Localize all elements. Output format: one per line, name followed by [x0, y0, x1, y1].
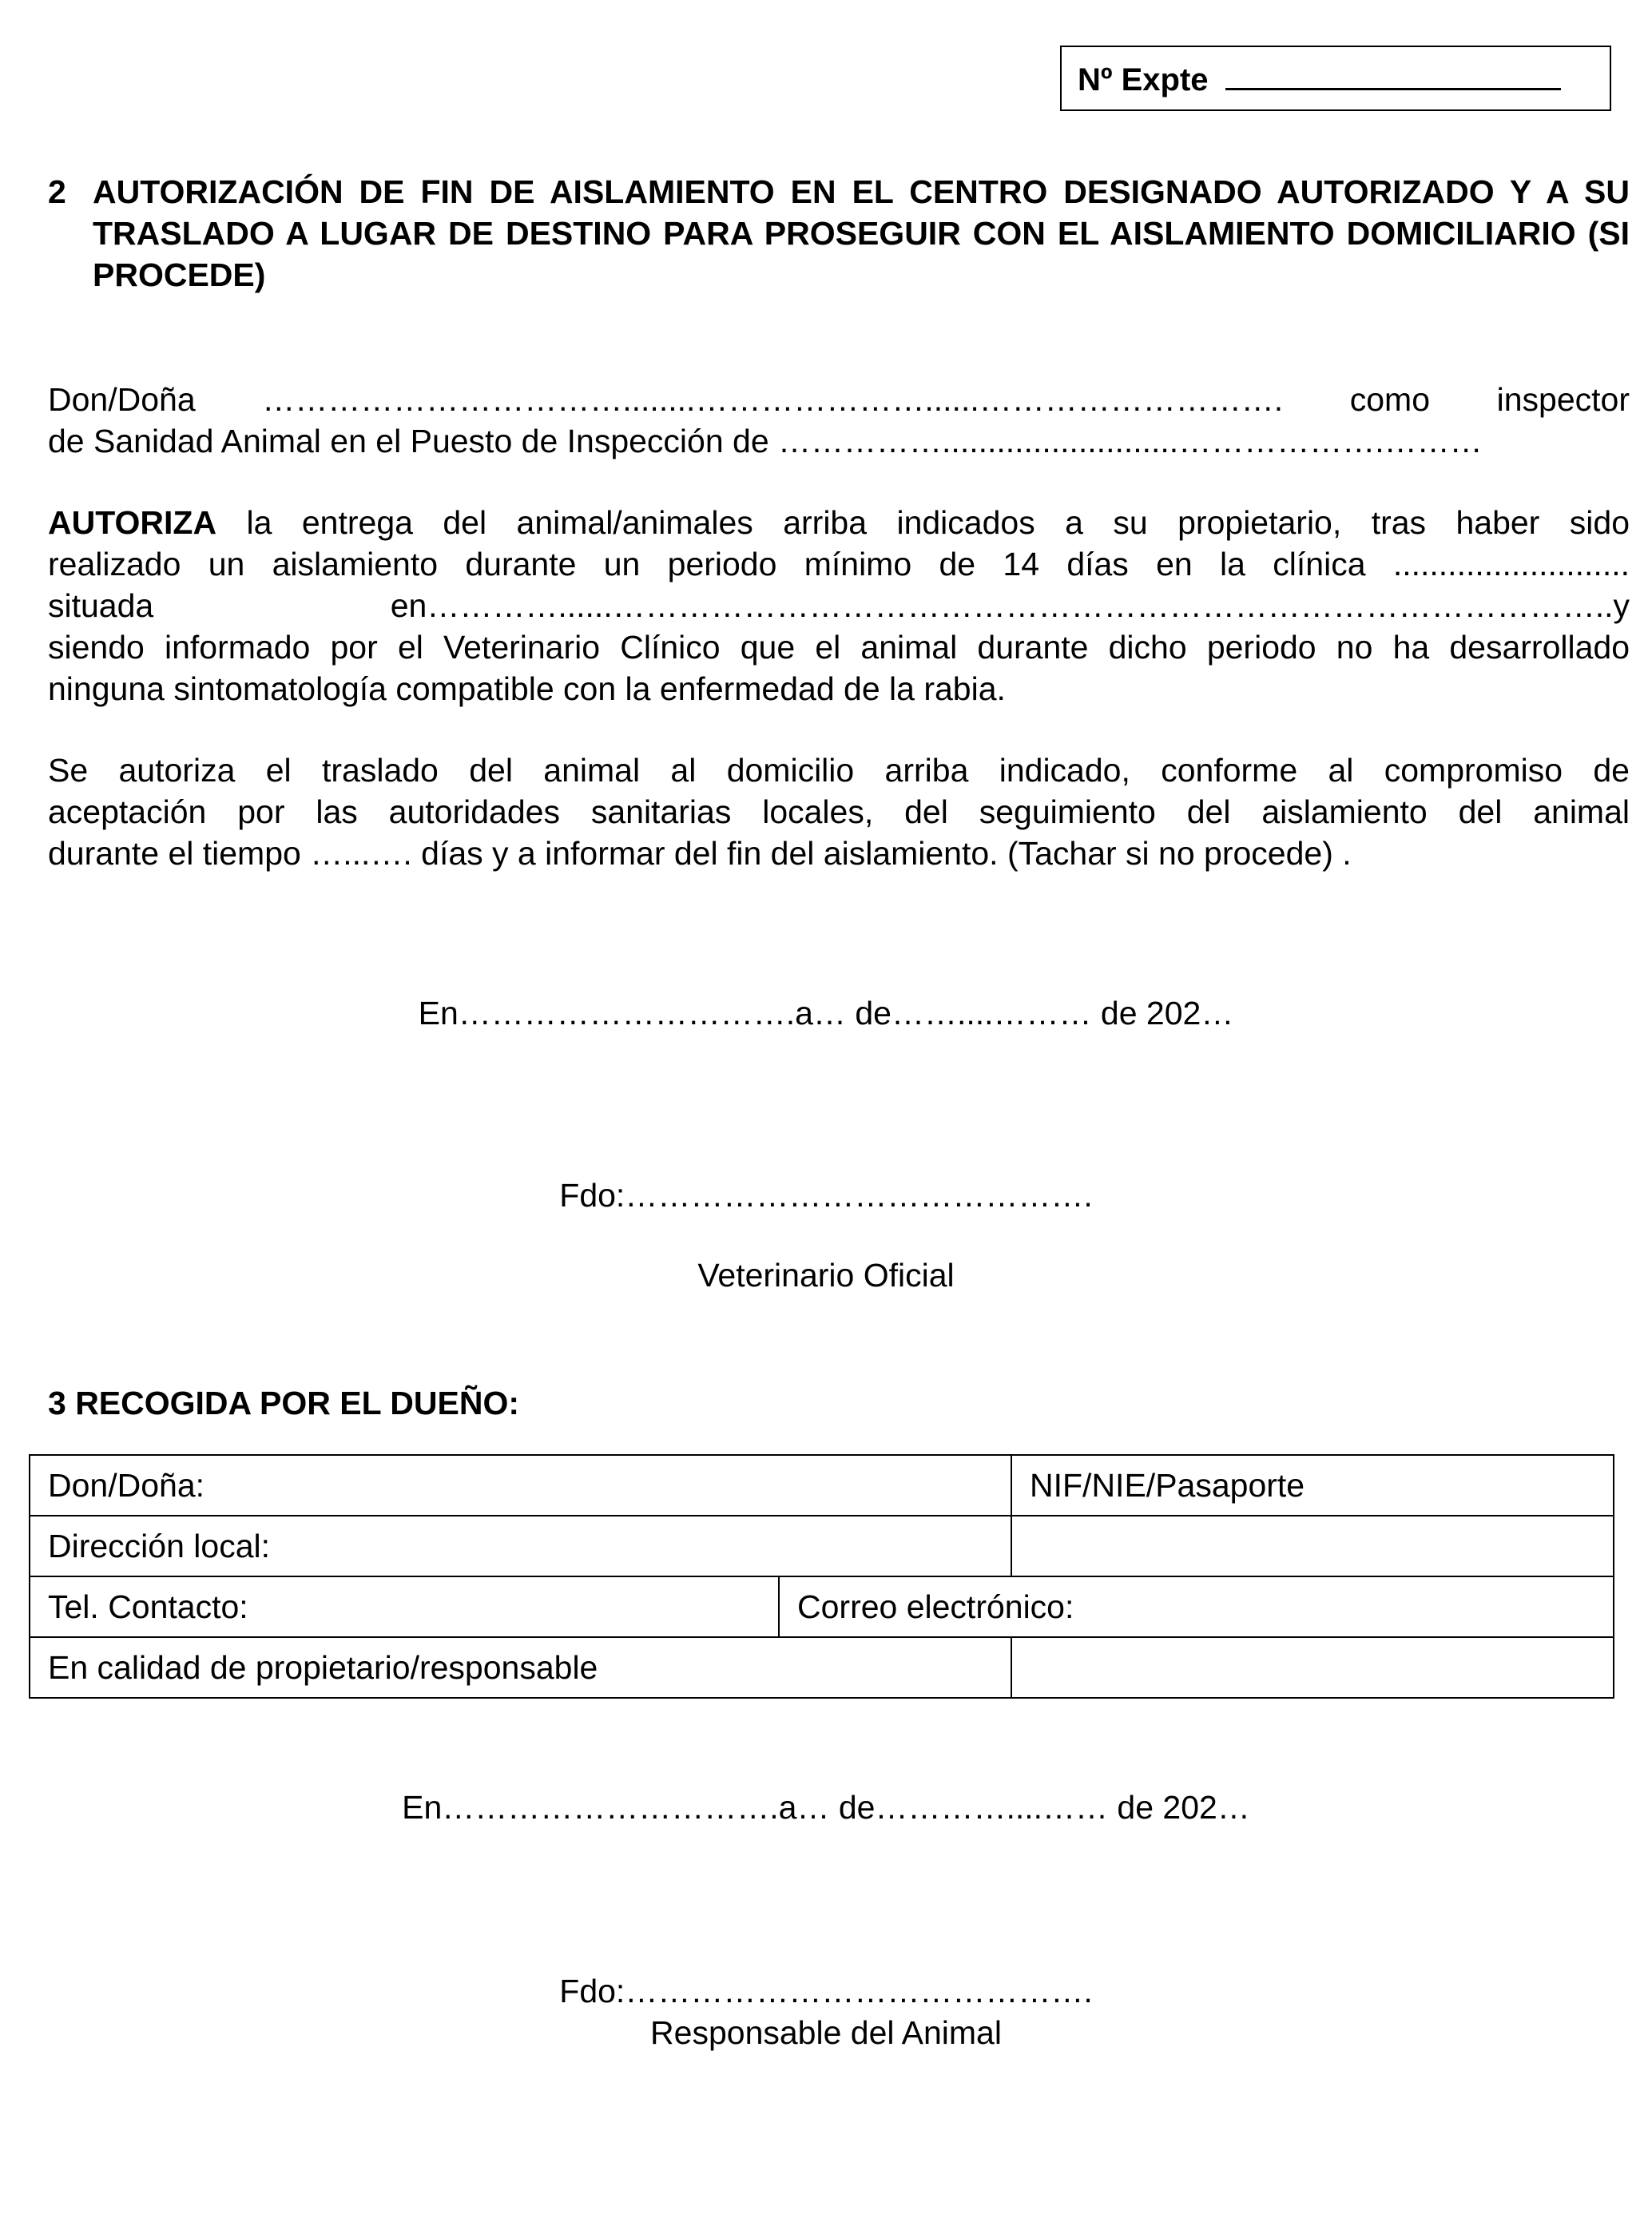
autoriza-paragraph — [48, 502, 1630, 710]
expediente-label: Nº Expte — [1078, 62, 1209, 97]
section-3-place-date: En………………………….a… de…………....…… de 202… — [402, 1789, 1250, 1826]
autoriza-line-3: situada en…………......………………………………………………………………………………..y — [48, 587, 1630, 624]
owner-id-field[interactable]: NIF/NIE/Pasaporte — [1011, 1455, 1614, 1516]
section-2-title: AUTORIZACIÓN DE FIN DE AISLAMIENTO EN EL CENTRO DESIGNADO AUTORIZADO Y A SU TRASLADO A LUGAR DE DESTINO PARA PROSEGUIR CON EL AISLAMIENTO DOMICILIARIO (SI PROCEDE) — [93, 173, 1630, 293]
owner-address-extra-field[interactable] — [1011, 1516, 1614, 1576]
autoriza-line-1-text: la entrega del animal/animales arriba indicados a su propietario, tras haber sido — [216, 504, 1630, 541]
expediente-box — [1060, 46, 1611, 111]
autoriza-line-1 — [48, 502, 1630, 543]
section-3-signature: Fdo:……………………………………. — [559, 1973, 1093, 2009]
owner-capacity-field[interactable]: En calidad de propietario/responsable — [30, 1637, 1011, 1698]
owner-capacity-extra-field[interactable] — [1011, 1637, 1614, 1698]
section-3-title: 3 RECOGIDA POR EL DUEÑO: — [48, 1385, 520, 1421]
section-2-signer-role: Veterinario Oficial — [697, 1257, 955, 1294]
owner-table — [29, 1454, 1614, 1699]
inspector-paragraph — [48, 379, 1630, 462]
inspector-line-1: Don/Doña ……………………………........…………………......………………………. como inspector — [48, 381, 1630, 418]
table-row — [30, 1576, 1614, 1637]
table-row — [30, 1455, 1614, 1516]
autoriza-line-5: ninguna sintomatología compatible con la enfermedad de la rabia. — [48, 670, 1006, 707]
section-2-heading — [48, 171, 1630, 296]
section-2-signature: Fdo:……………………………………. — [559, 1177, 1093, 1214]
table-row — [30, 1516, 1614, 1576]
owner-email-field[interactable]: Correo electrónico: — [779, 1576, 1614, 1637]
owner-name-field[interactable]: Don/Doña: — [30, 1455, 1011, 1516]
expediente-number-line[interactable] — [1225, 66, 1561, 90]
owner-address-field[interactable]: Dirección local: — [30, 1516, 1011, 1576]
autoriza-keyword: AUTORIZA — [48, 504, 217, 541]
autoriza-line-4: siendo informado por el Veterinario Clínico que el animal durante dicho periodo no ha desarrollado — [48, 629, 1630, 666]
traslado-line-3: durante el tiempo …...…. días y a informar del fin del aislamiento. (Tachar si no procede) . — [48, 835, 1352, 872]
table-row — [30, 1637, 1614, 1698]
inspector-line-2: de Sanidad Animal en el Puesto de Inspección de ……………..........................……………….……… — [48, 423, 1483, 459]
traslado-line-1: Se autoriza el traslado del animal al domicilio arriba indicado, conforme al compromiso de — [48, 752, 1630, 789]
autoriza-line-2: realizado un aislamiento durante un periodo mínimo de 14 días en la clínica .......................... — [48, 546, 1630, 582]
owner-phone-field[interactable]: Tel. Contacto: — [30, 1576, 779, 1637]
section-3-signer-role: Responsable del Animal — [650, 2014, 1002, 2051]
traslado-paragraph — [48, 749, 1630, 874]
section-2-place-date: En………………………….a… de……....……… de 202… — [418, 995, 1234, 1031]
traslado-line-2: aceptación por las autoridades sanitarias locales, del seguimiento del aislamiento del animal — [48, 793, 1630, 830]
section-2-number: 2 — [48, 173, 66, 210]
